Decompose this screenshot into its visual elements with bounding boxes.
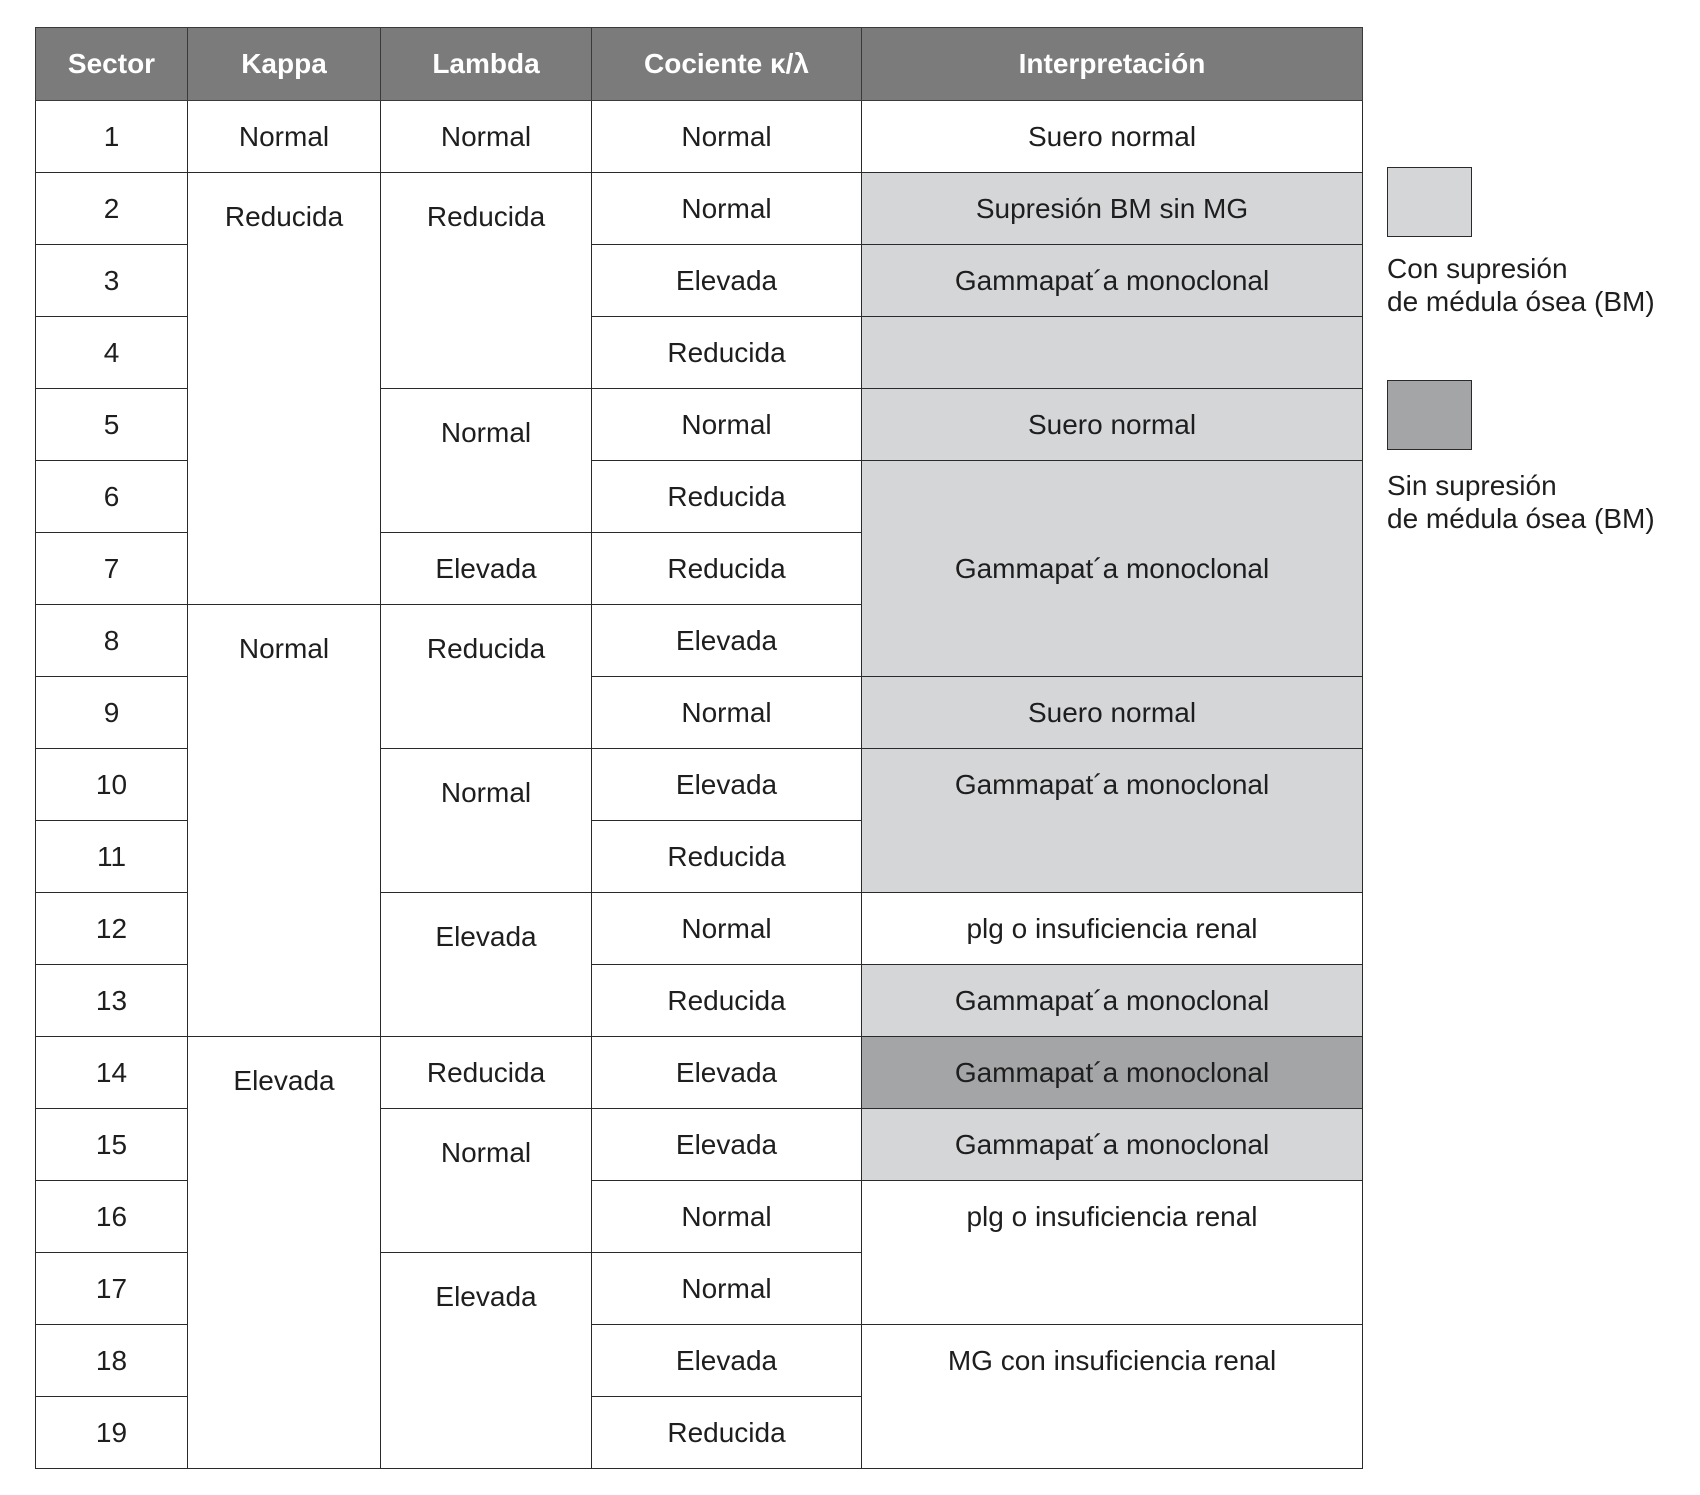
- header-interpretacion: Interpretación: [862, 28, 1363, 101]
- sector-cell: 16: [36, 1181, 188, 1253]
- cociente-cell: Elevada: [592, 605, 862, 677]
- cociente-cell: Elevada: [592, 1325, 862, 1397]
- interpretacion-cell: [862, 317, 1363, 389]
- legend-label-line: de médula ósea (BM): [1387, 503, 1655, 534]
- cociente-cell: Reducida: [592, 317, 862, 389]
- sector-cell: 17: [36, 1253, 188, 1325]
- sector-cell: 14: [36, 1037, 188, 1109]
- lambda-cell: Reducida: [381, 1037, 592, 1109]
- interpretacion-cell: Gammapat´a monoclonal: [862, 1037, 1363, 1109]
- interpretacion-cell: Gammapat´a monoclonal: [862, 461, 1363, 677]
- lambda-cell: Elevada: [381, 893, 592, 1037]
- sector-cell: 7: [36, 533, 188, 605]
- lambda-cell: Reducida: [381, 173, 592, 389]
- lambda-cell: Normal: [381, 1109, 592, 1253]
- lambda-cell: Elevada: [381, 1253, 592, 1469]
- header-lambda: Lambda: [381, 28, 592, 101]
- interpretacion-cell: MG con insuficiencia renal: [862, 1325, 1363, 1469]
- legend-label-line: de médula ósea (BM): [1387, 286, 1655, 317]
- interpretacion-cell: Gammapat´a monoclonal: [862, 245, 1363, 317]
- sector-cell: 9: [36, 677, 188, 749]
- cociente-cell: Normal: [592, 1181, 862, 1253]
- interpretacion-cell: Suero normal: [862, 677, 1363, 749]
- interpretacion-cell: Suero normal: [862, 389, 1363, 461]
- lambda-cell: Normal: [381, 389, 592, 533]
- cociente-cell: Elevada: [592, 1109, 862, 1181]
- interpretacion-cell: Gammapat´a monoclonal: [862, 1109, 1363, 1181]
- cociente-cell: Normal: [592, 101, 862, 173]
- lambda-cell: Elevada: [381, 533, 592, 605]
- kappa-cell: Normal: [188, 101, 381, 173]
- sector-cell: 15: [36, 1109, 188, 1181]
- cociente-cell: Normal: [592, 1253, 862, 1325]
- lambda-cell: Normal: [381, 101, 592, 173]
- interpretacion-cell: Suero normal: [862, 101, 1363, 173]
- lambda-cell: Normal: [381, 749, 592, 893]
- cociente-cell: Elevada: [592, 749, 862, 821]
- interpretacion-cell: plg o insuficiencia renal: [862, 1181, 1363, 1325]
- cociente-cell: Reducida: [592, 1397, 862, 1469]
- sector-cell: 5: [36, 389, 188, 461]
- legend-con-supresion: [1387, 252, 1655, 318]
- table-row: [36, 173, 1363, 245]
- cociente-cell: Normal: [592, 173, 862, 245]
- sector-cell: 4: [36, 317, 188, 389]
- interpretacion-cell: Gammapat´a monoclonal: [862, 965, 1363, 1037]
- cociente-cell: Normal: [592, 893, 862, 965]
- sector-cell: 1: [36, 101, 188, 173]
- cociente-cell: Normal: [592, 677, 862, 749]
- kappa-lambda-table: [35, 27, 1363, 1469]
- sector-cell: 11: [36, 821, 188, 893]
- table-row: [36, 101, 1363, 173]
- cociente-cell: Reducida: [592, 965, 862, 1037]
- sector-cell: 12: [36, 893, 188, 965]
- cociente-cell: Elevada: [592, 1037, 862, 1109]
- sector-cell: 19: [36, 1397, 188, 1469]
- sector-cell: 2: [36, 173, 188, 245]
- sector-cell: 10: [36, 749, 188, 821]
- legend-sin-supresion: [1387, 469, 1655, 535]
- kappa-cell: Elevada: [188, 1037, 381, 1469]
- header-cociente: Cociente κ/λ: [592, 28, 862, 101]
- cociente-cell: Reducida: [592, 461, 862, 533]
- table-row: [36, 1037, 1363, 1109]
- interpretacion-cell: Supresión BM sin MG: [862, 173, 1363, 245]
- lambda-cell: Reducida: [381, 605, 592, 749]
- sector-cell: 8: [36, 605, 188, 677]
- sector-cell: 3: [36, 245, 188, 317]
- cociente-cell: Elevada: [592, 245, 862, 317]
- kappa-cell: Normal: [188, 605, 381, 1037]
- cociente-cell: Reducida: [592, 821, 862, 893]
- legend-label-line: Sin supresión: [1387, 470, 1557, 501]
- legend-label-line: Con supresión: [1387, 253, 1568, 284]
- legend-swatch-light: [1387, 167, 1472, 237]
- legend-swatch-dark: [1387, 380, 1472, 450]
- cociente-cell: Reducida: [592, 533, 862, 605]
- sector-cell: 18: [36, 1325, 188, 1397]
- cociente-cell: Normal: [592, 389, 862, 461]
- header-sector: Sector: [36, 28, 188, 101]
- header-kappa: Kappa: [188, 28, 381, 101]
- sector-cell: 6: [36, 461, 188, 533]
- interpretacion-cell: Gammapat´a monoclonal: [862, 749, 1363, 893]
- table-header-row: [36, 28, 1363, 101]
- kappa-cell: Reducida: [188, 173, 381, 605]
- interpretacion-cell: plg o insuficiencia renal: [862, 893, 1363, 965]
- sector-cell: 13: [36, 965, 188, 1037]
